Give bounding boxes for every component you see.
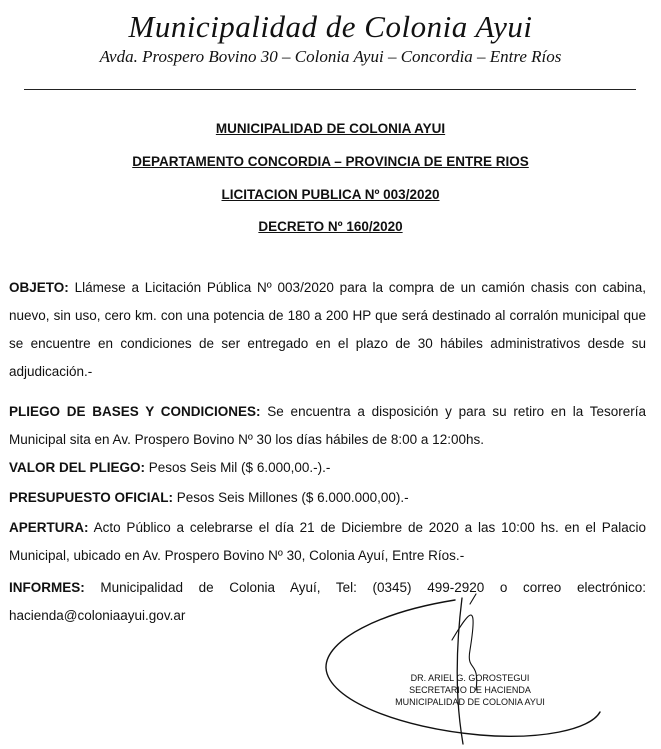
section-informes (9, 574, 646, 630)
section-presupuesto (9, 484, 646, 512)
section-informes-text: Municipalidad de Colonia Ayuí, Tel: (0345) 499-2920 o correo electrónico: hacienda@coloniaayui.gov.ar (9, 580, 646, 623)
section-valor-text: Pesos Seis Mil ($ 6.000,00.-).- (148, 460, 331, 475)
heading-department: DEPARTAMENTO CONCORDIA – PROVINCIA DE ENTRE RIOS (132, 154, 529, 169)
letterhead (0, 8, 661, 68)
section-pliego-text: Se encuentra a disposición y para su retiro en la Tesorería Municipal sita en Av. Prospero Bovino Nº 30 los días hábiles de 8:00 a 12:00hs. (9, 404, 646, 447)
section-apertura (9, 514, 646, 570)
section-pliego (9, 398, 646, 454)
section-presupuesto-label: PRESUPUESTO OFICIAL: (9, 490, 174, 505)
heading-decree: DECRETO Nº 160/2020 (258, 219, 403, 234)
section-apertura-text: Acto Público a celebrarse el día 21 de Diciembre de 2020 a las 10:00 hs. en el Palacio Municipal, ubicado en Av. Prospero Bovino Nº 30, Colonia Ayuí, Entre Ríos.- (9, 520, 646, 563)
section-apertura-label: APERTURA: (9, 520, 89, 535)
letterhead-address: Avda. Prospero Bovino 30 – Colonia Ayui – Concordia – Entre Ríos (99, 47, 562, 66)
section-objeto-label: OBJETO: (9, 280, 69, 295)
section-informes-label: INFORMES: (9, 580, 85, 595)
heading-tender: LICITACION PUBLICA Nº 003/2020 (221, 187, 440, 202)
section-presupuesto-text: Pesos Seis Millones ($ 6.000.000,00).- (176, 490, 409, 505)
section-objeto-text: Llámese a Licitación Pública Nº 003/2020 para la compra de un camión chasis con cabina, nuevo, sin uso, cero km. con una potencia de 180 a 200 HP que será destinado al corralón municipal que se encuentre en condiciones de ser entregado en el plazo de 30 hábiles administrativos desde su adjudicación.- (9, 280, 646, 379)
signatory-role: SECRETARIO DE HACIENDA (409, 685, 531, 695)
letterhead-title: Municipalidad de Colonia Ayui (128, 9, 533, 44)
signatory-office: MUNICIPALIDAD DE COLONIA AYUI (395, 697, 545, 707)
section-pliego-label: PLIEGO DE BASES Y CONDICIONES: (9, 404, 261, 419)
heading-municipality: MUNICIPALIDAD DE COLONIA AYUI (215, 121, 446, 136)
section-objeto (9, 274, 646, 386)
section-valor (9, 454, 646, 482)
letterhead-divider (24, 89, 636, 90)
signatory-name: DR. ARIEL G. GOROSTEGUI (410, 673, 530, 683)
signature-block (360, 672, 580, 708)
section-valor-label: VALOR DEL PLIEGO: (9, 460, 146, 475)
